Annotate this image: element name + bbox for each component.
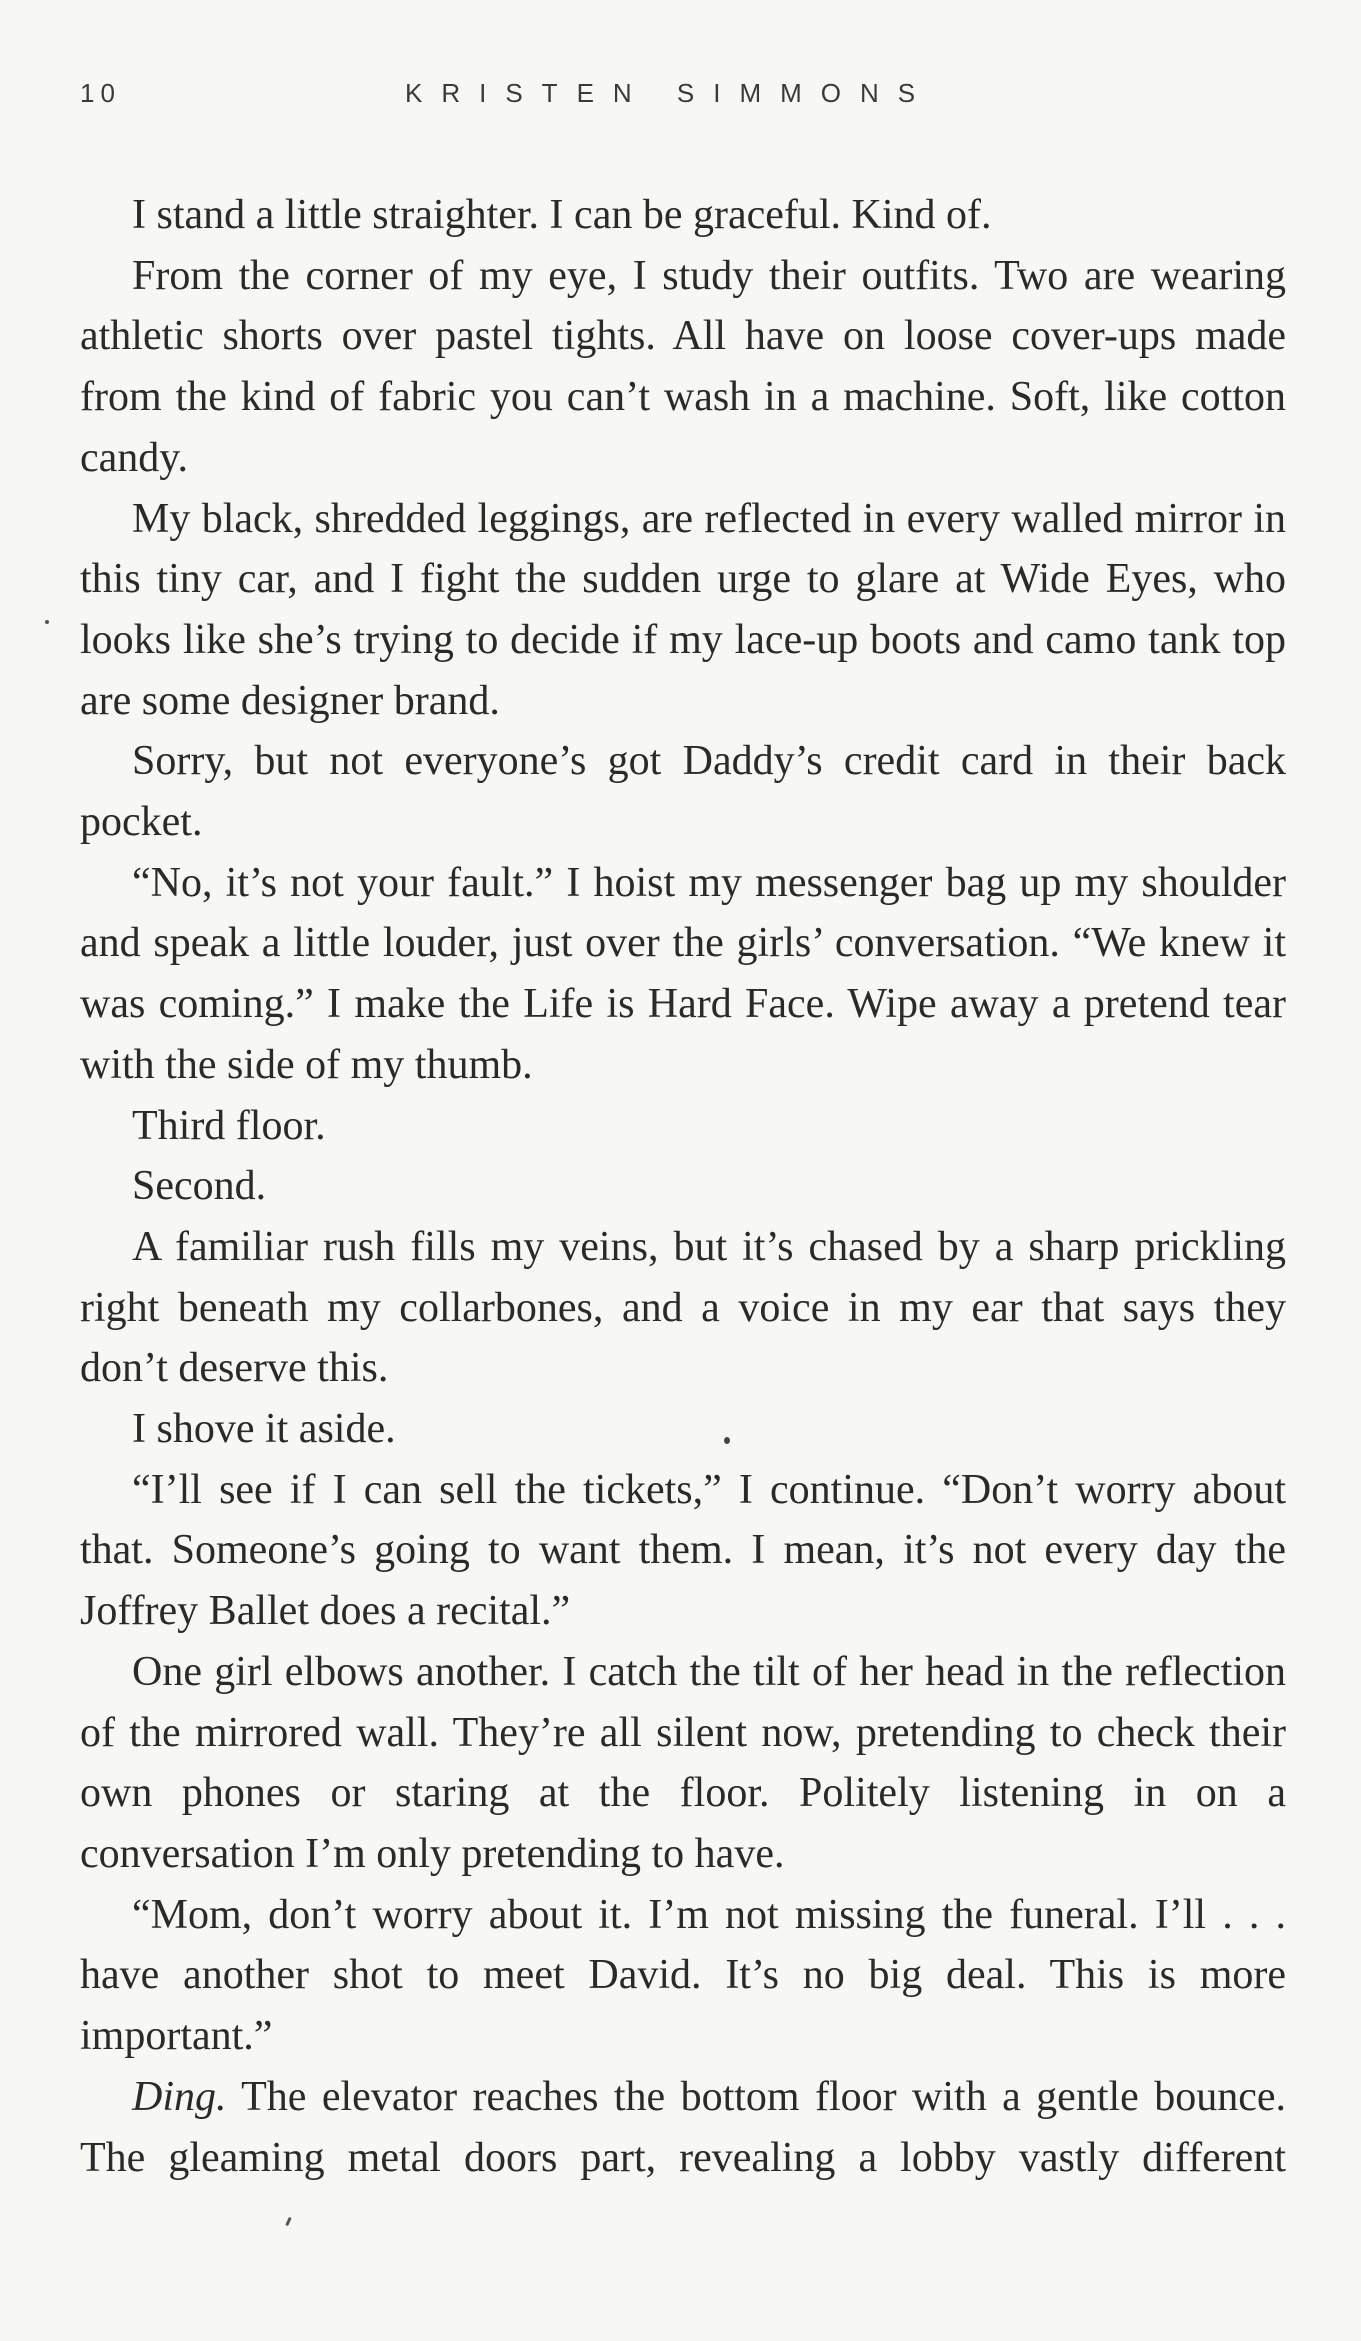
paragraph: I shove it aside. <box>132 1406 396 1453</box>
paragraph: From the corner of my eye, I study their outfits. Two are wearing athletic shorts over pastel tights. All have on loose cover-ups made from the kind of fabric you can’t wash in a machine. Soft, like cotton candy. <box>80 252 1286 481</box>
running-head-author: KRISTEN SIMMONS <box>405 78 935 108</box>
page-header <box>80 78 1290 118</box>
paragraph: “No, it’s not your fault.” I hoist my messenger bag up my shoulder and speak a little louder, just over the girls’ conversation. “We knew it was coming.” I make the Life is Hard Face. Wipe away a pretend tear with the side of my thumb. <box>80 859 1286 1088</box>
paragraph: Sorry, but not everyone’s got Daddy’s credit card in their back pocket. <box>80 738 1286 846</box>
paragraph: Second. <box>132 1163 267 1210</box>
page-number: 10 <box>80 78 121 108</box>
paragraph-continued <box>80 2067 1286 2188</box>
paragraph: “I’ll see if I can sell the tickets,” I continue. “Don’t worry about that. Someone’s going to want them. I mean, it’s not every day the Joffrey Ballet does a recital.” <box>80 1466 1286 1635</box>
ink-speck <box>45 620 49 624</box>
body-text <box>80 185 1286 2188</box>
paragraph: Third floor. <box>132 1102 326 1149</box>
paragraph: “Mom, don’t worry about it. I’m not missing the funeral. I’ll . . . have another shot to meet David. It’s no big deal. This is more important.” <box>80 1891 1286 2060</box>
paragraph: One girl elbows another. I catch the tilt of her head in the reflection of the mirrored wall. They’re all silent now, pretending to check their own phones or staring at the floor. Politely listening in on a conversation I’m only pretending to have. <box>80 1648 1286 1877</box>
ink-speck <box>285 2217 292 2226</box>
paragraph: A familiar rush fills my veins, but it’s chased by a sharp prickling right beneath my collarbones, and a voice in my ear that says they don’t deserve this. <box>80 1223 1286 1392</box>
paragraph: I stand a little straighter. I can be graceful. Kind of. <box>132 192 992 238</box>
paragraph: My black, shredded leggings, are reflected in every walled mirror in this tiny car, and I fight the sudden urge to glare at Wide Eyes, who looks like she’s trying to decide if my lace-up boots and camo tank top are some designer brand. <box>80 495 1286 724</box>
paragraph-text: The elevator reaches the bottom floor with a gentle bounce. The gleaming metal doors part, revealing a lobby vastly different <box>80 2073 1286 2181</box>
italic-word: Ding. <box>132 2073 227 2120</box>
ink-speck <box>724 1437 730 1444</box>
